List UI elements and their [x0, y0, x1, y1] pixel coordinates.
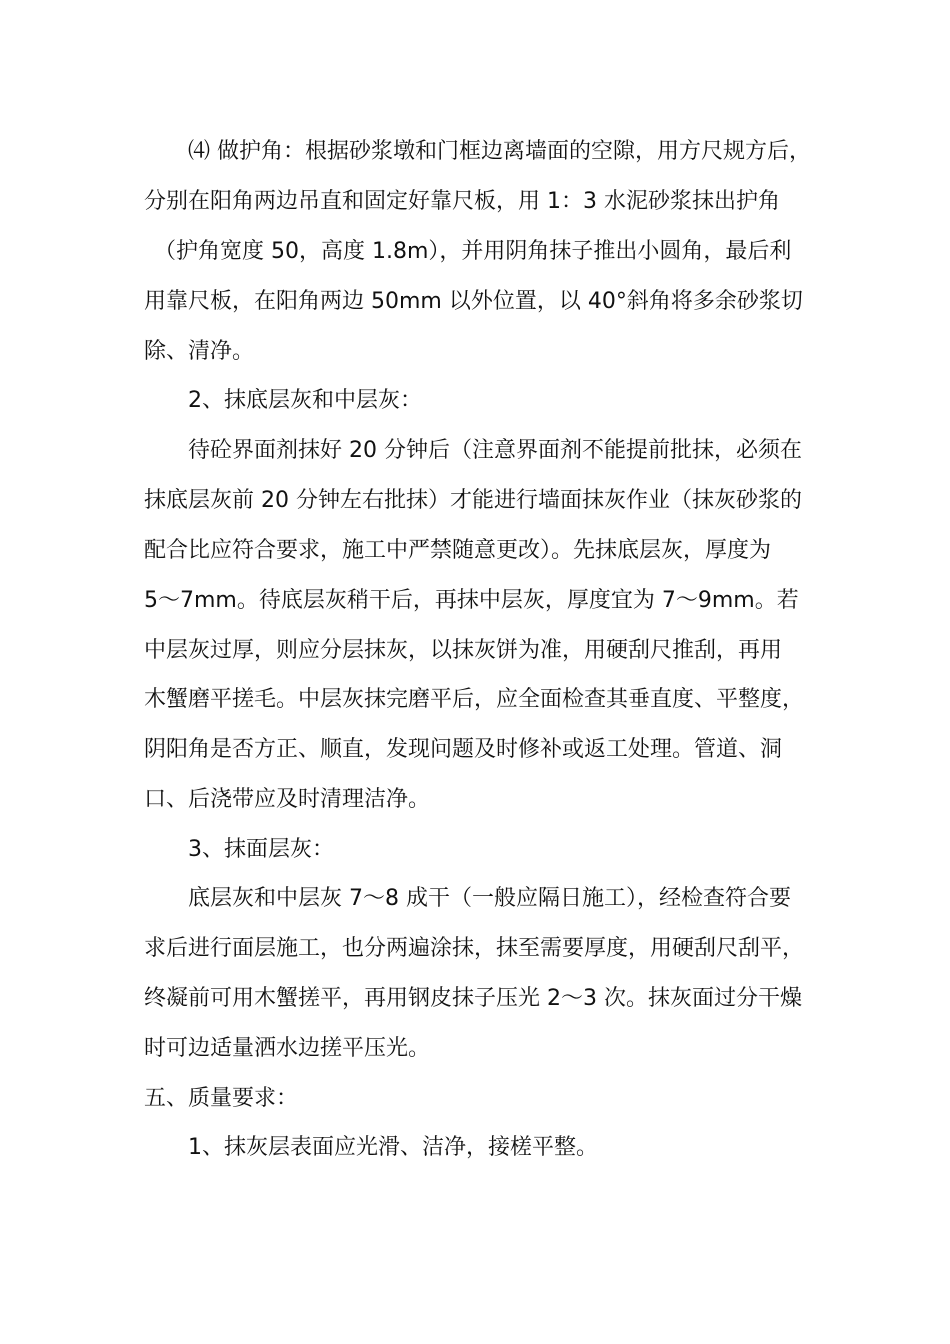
text-line: 求后进行面层施工，也分两遍涂抹，抹至需要厚度，用硬刮尺刮平， — [144, 936, 805, 961]
text-line: 木蟹磨平搓毛。中层灰抹完磨平后，应全面检查其垂直度、平整度， — [144, 687, 805, 712]
text-line: 终凝前可用木蟹搓平，再用钢皮抹子压光 2～3 次。抹灰面过分干燥 — [144, 986, 802, 1011]
text-line: 分别在阳角两边吊直和固定好靠尺板，用 1：3 水泥砂浆抹出护角 — [144, 189, 780, 214]
text-line: 待砼界面剂抹好 20 分钟后（注意界面剂不能提前批抹，必须在 — [188, 438, 802, 463]
section-heading: 2、抹底层灰和中层灰： — [188, 388, 422, 413]
text-line: 抹底层灰前 20 分钟左右批抹）才能进行墙面抹灰作业（抹灰砂浆的 — [144, 488, 802, 513]
section-heading: 3、抹面层灰： — [188, 837, 334, 862]
text-line: 除、清净。 — [144, 339, 255, 364]
text-line: （护角宽度 50，高度 1.8m），并用阴角抹子推出小圆角，最后利 — [154, 239, 792, 264]
text-line: 时可边适量洒水边搓平压光。 — [144, 1036, 431, 1061]
text-line: 口、后浇带应及时清理洁净。 — [144, 787, 431, 812]
text-line: ⑷ 做护角：根据砂浆墩和门框边离墙面的空隙，用方尺规方后， — [188, 139, 811, 164]
chapter-heading: 五、质量要求： — [144, 1086, 299, 1111]
text-line: 底层灰和中层灰 7～8 成干（一般应隔日施工），经检查符合要 — [188, 886, 791, 911]
text-line: 配合比应符合要求，施工中严禁随意更改）。先抹底层灰，厚度为 — [144, 538, 772, 563]
text-line: 阴阳角是否方正、顺直，发现问题及时修补或返工处理。管道、洞 — [144, 737, 783, 762]
text-line: 用靠尺板，在阳角两边 50mm 以外位置，以 40°斜角将多余砂浆切 — [144, 289, 803, 314]
text-line: 5～7mm。待底层灰稍干后，再抹中层灰，厚度宜为 7～9mm。若 — [144, 588, 799, 613]
text-line: 中层灰过厚，则应分层抹灰，以抹灰饼为准，用硬刮尺推刮，再用 — [144, 638, 783, 663]
section-heading: 1、抹灰层表面应光滑、洁净，接槎平整。 — [188, 1135, 598, 1160]
